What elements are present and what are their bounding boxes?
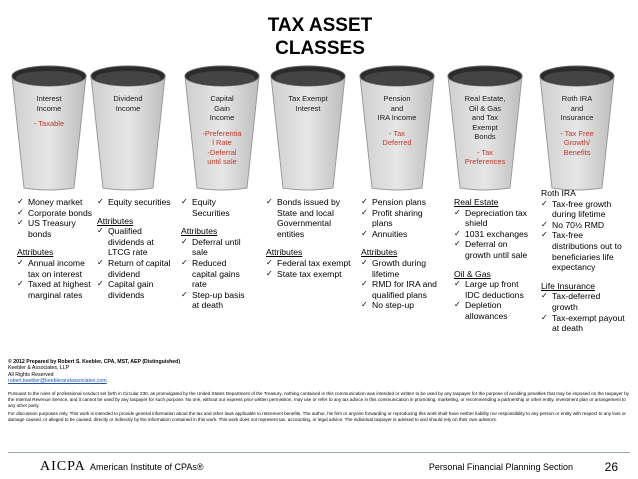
bucket-icon — [269, 64, 347, 192]
copyright-block: © 2012 Prepared by Robert S. Keebler, CPA, MST, AEP (Distinguished) Keebler & Associates, LLP All Rights Reserved robert.keebler@keeblerandassociates.com — [8, 359, 181, 385]
checklist — [17, 197, 95, 239]
list-item: ✓ State tax exempt — [266, 269, 351, 280]
checklist — [361, 258, 443, 311]
column-tax-exempt — [266, 197, 351, 279]
page-title: TAX ASSET CLASSES — [267, 15, 373, 59]
checklist — [266, 197, 351, 239]
bucket-label — [452, 94, 518, 167]
list-item: ✓ Corporate bonds — [17, 208, 95, 219]
footer — [0, 452, 638, 479]
column-dividend — [97, 197, 175, 300]
bucket-label — [275, 94, 341, 113]
list-item: ✓ Deferral on growth until sale — [454, 239, 534, 260]
attributes-heading: Attributes — [17, 247, 54, 258]
bucket-capital-gain-income — [183, 64, 261, 192]
list-item: ✓ Profit sharing plans — [361, 208, 443, 229]
list-item: ✓ Qualified dividends at LTCG rate — [97, 226, 175, 258]
list-item: ✓ Deferral until sale — [181, 237, 253, 258]
list-item: ✓ Bonds issued by State and local Governmental entities — [266, 197, 351, 239]
bucket-roth-ira-insurance — [538, 64, 616, 192]
aicpa-logo: AICPA — [40, 459, 86, 474]
roth-ira-heading: Roth IRA — [541, 188, 576, 198]
bucket-title: Roth IRA and Insurance — [560, 94, 594, 122]
footer-divider — [8, 452, 630, 453]
attributes-heading: Attributes — [181, 226, 218, 237]
bucket-title: Real Estate, Oil & Gas and Tax Exempt Bonds — [464, 94, 506, 141]
bucket-label — [364, 94, 430, 148]
author-email-link[interactable]: robert.keebler@keeblerandassociates.com — [8, 378, 107, 385]
list-item: ✓ No step-up — [361, 300, 443, 311]
list-item: ✓ Federal tax exempt — [266, 258, 351, 269]
checklist — [541, 199, 625, 273]
list-item: ✓ Tax-free growth during lifetime — [541, 199, 625, 220]
oil-gas-heading: Oil & Gas — [454, 268, 491, 279]
bucket-label — [95, 94, 161, 113]
checklist — [541, 291, 625, 333]
checklist — [97, 197, 175, 208]
bucket-tax-exempt-interest — [269, 64, 347, 192]
attributes-heading: Attributes — [361, 247, 398, 258]
checklist — [181, 237, 253, 311]
bucket-interest-income — [10, 64, 88, 192]
column-capital-gain — [181, 197, 253, 311]
list-item: ✓ Step-up basis at death — [181, 290, 253, 311]
list-item: ✓ Capital gain dividends — [97, 279, 175, 300]
checklist — [181, 197, 253, 218]
section-name: Personal Financial Planning Section — [428, 462, 573, 472]
checklist — [454, 279, 534, 321]
list-item: ✓ Equity securities — [97, 197, 175, 208]
bucket-label — [544, 94, 610, 157]
column-roth — [541, 188, 625, 334]
bucket-tax-treatment: - Tax Free Growth/ Benefits — [560, 128, 594, 157]
list-item: ✓ Tax-free distributions out to beneficiaries life expectancy — [541, 230, 625, 272]
checklist — [17, 258, 95, 300]
column-real-estate — [454, 197, 534, 322]
checklist — [97, 226, 175, 300]
list-item: ✓ Annuities — [361, 229, 443, 240]
checklist — [266, 258, 351, 279]
bucket-title: Capital Gain Income — [209, 94, 235, 122]
bucket-tax-treatment: - Taxable — [33, 119, 65, 128]
bucket-label — [16, 94, 82, 129]
bucket-title: Dividend Income — [113, 94, 143, 113]
checklist — [361, 197, 443, 239]
list-item: ✓ Depletion allowances — [454, 300, 534, 321]
bucket-tax-treatment: - Tax Deferred — [382, 128, 412, 147]
page-number: 26 — [604, 460, 618, 474]
bucket-title: Pension and IRA Income — [377, 94, 417, 122]
list-item: ✓ Growth during lifetime — [361, 258, 443, 279]
list-item: ✓ Taxed at highest marginal rates — [17, 279, 95, 300]
list-item: ✓ Large up front IDC deductions — [454, 279, 534, 300]
list-item: ✓ Return of capital dividend — [97, 258, 175, 279]
bucket-icon — [89, 64, 167, 192]
attributes-heading: Attributes — [97, 215, 134, 226]
column-interest — [17, 197, 95, 300]
attributes-heading: Attributes — [266, 247, 303, 258]
list-item: ✓ Tax-deferred growth — [541, 291, 625, 312]
life-insurance-heading: Life Insurance — [541, 280, 595, 291]
list-item: ✓ Depreciation tax shield — [454, 208, 534, 229]
real-estate-heading: Real Estate — [454, 197, 499, 207]
bucket-pension-ira-income — [358, 64, 436, 192]
disclaimer: Pursuant to the rules of professional conduct set forth in Circular 230, as promulgated by the United States Department of the Treasury, nothing contained in this communication was intended or written to be used by any taxpayer for the purpose of avoiding penalties that may be imposed on the taxpayer by the Internal Revenue Service, and it cannot be used by any taxpayer for such purpose. No one, without our express prior written permission, may use or refer to any tax advice in this communication in promoting, marketing, or recommending a partnership or other entity, investment plan or arrangement to any other party. For discussion purposes only. This work is intended to provide general information about the tax and other laws applicable to retirement benefits. The author, his firm or anyone forwarding or reproducing this work shall have neither liability nor responsibility to any person or entity with respect to any loss or damage caused, or alleged to be caused, directly or indirectly by the information contained in this work. This work does not represent tax, accounting, or legal advice. The individual taxpayer is advised to and should rely on their own advisors. — [8, 391, 629, 423]
list-item: ✓ Pension plans — [361, 197, 443, 208]
list-item: ✓ Annual income tax on interest — [17, 258, 95, 279]
list-item: ✓ 1031 exchanges — [454, 229, 534, 240]
bucket-real-estate-oil-gas — [446, 64, 524, 192]
bucket-title: Interest Income — [36, 94, 62, 113]
bucket-tax-treatment: - Tax Preferences — [464, 147, 506, 166]
list-item: ✓ No 70½ RMD — [541, 220, 625, 231]
list-item: ✓ Equity Securities — [181, 197, 253, 218]
column-pension — [361, 197, 443, 311]
organization-name: American Institute of CPAs® — [90, 462, 204, 472]
bucket-label — [189, 94, 255, 167]
list-item: ✓ RMD for IRA and qualified plans — [361, 279, 443, 300]
bucket-tax-treatment: -Preferentia l Rate -Deferral until sale — [202, 128, 242, 166]
list-item: ✓ US Treasury bonds — [17, 218, 95, 239]
list-item: ✓ Reduced capital gains rate — [181, 258, 253, 290]
list-item: ✓ Tax-exempt payout at death — [541, 313, 625, 334]
bucket-title: Tax Exempt Interest — [288, 94, 328, 113]
list-item: ✓ Money market — [17, 197, 95, 208]
bucket-dividend-income — [89, 64, 167, 192]
checklist — [454, 208, 534, 261]
